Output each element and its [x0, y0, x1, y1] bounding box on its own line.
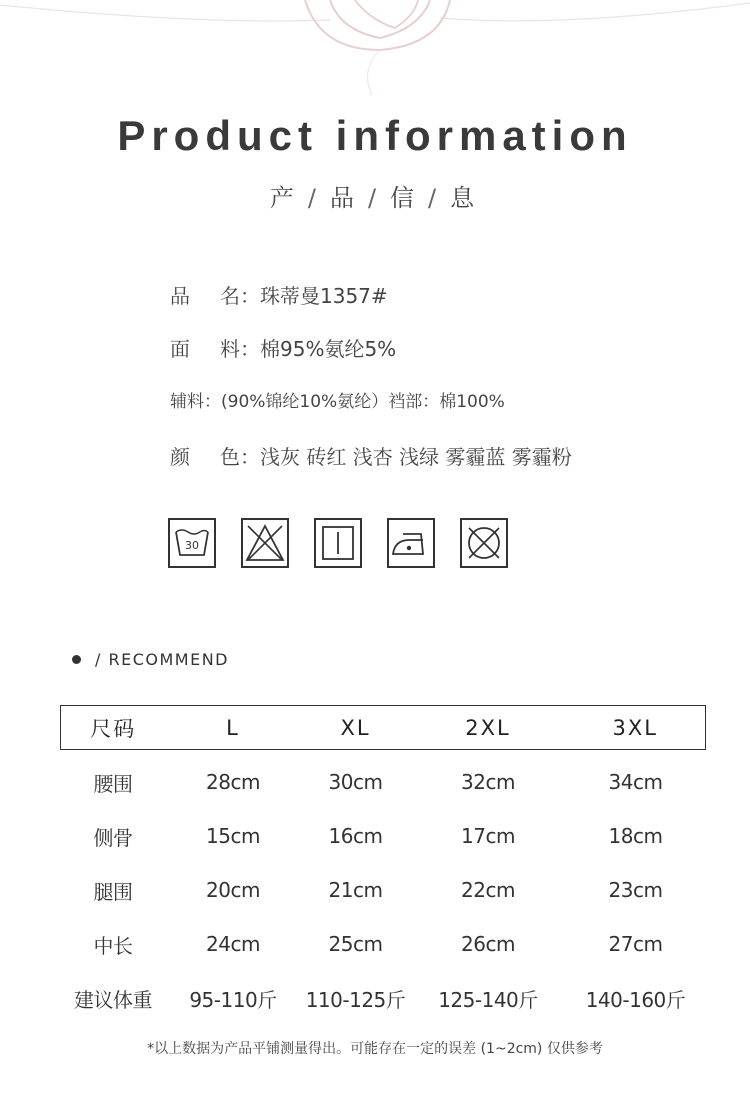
table-cell: 16cm [328, 824, 383, 848]
header-cell: L [226, 715, 240, 740]
subtitle-separator: / [367, 184, 383, 212]
info-label: 面 料： [170, 337, 260, 361]
row-label: 侧骨 [93, 825, 133, 850]
bullet-dot-icon [72, 655, 81, 664]
subtitle-char: 产 [269, 184, 300, 212]
table-cell: 28cm [206, 770, 260, 794]
table-cell: 125-140斤 [438, 987, 538, 1012]
table-cell: 30cm [328, 770, 383, 794]
care-icons [168, 518, 513, 572]
table-cell: 22cm [461, 878, 515, 902]
header-cell: 2XL [465, 715, 511, 740]
table-cell: 26cm [461, 932, 515, 956]
header-cell: 3XL [612, 715, 658, 740]
table-row [61, 750, 706, 810]
page-subtitle [0, 178, 750, 213]
info-value: 浅灰 砖红 浅杏 浅绿 雾霾蓝 雾霾粉 [260, 445, 572, 469]
measurement-note: *以上数据为产品平铺测量得出。可能存在一定的误差 (1~2cm) 仅供参考 [147, 1041, 603, 1057]
table-cell: 34cm [608, 770, 663, 794]
wash-30-icon [168, 518, 216, 568]
info-value: 棉95%氨纶5% [260, 337, 397, 361]
row-label: 腿围 [93, 879, 133, 904]
table-cell: 15cm [206, 824, 260, 848]
table-cell: 32cm [461, 770, 515, 794]
subtitle-char: 品 [329, 184, 360, 212]
subtitle-separator: / [307, 184, 322, 212]
info-label: 颜 色： [170, 445, 260, 469]
table-cell: 17cm [461, 824, 515, 848]
table-cell: 27cm [608, 932, 663, 956]
iron-low-icon [387, 518, 435, 568]
recommend-label: / RECOMMEND [95, 650, 229, 669]
table-cell: 24cm [206, 932, 260, 956]
header-cell: 尺码 [90, 716, 137, 741]
subtitle-char: 息 [450, 184, 481, 212]
table-row [61, 863, 706, 917]
info-accessory: 辅料：(90%锦纶10%氨纶）裆部：棉100% [170, 392, 505, 412]
row-label: 腰围 [93, 771, 133, 796]
table-cell: 25cm [328, 932, 383, 956]
table-cell: 110-125斤 [305, 987, 406, 1012]
table-cell: 20cm [206, 878, 260, 902]
info-fabric [170, 333, 396, 362]
subtitle-separator: / [428, 184, 443, 212]
recommend-heading [72, 650, 229, 669]
wash-temp-label: 30 [185, 539, 199, 552]
header-cell: XL [340, 715, 371, 740]
size-table [60, 705, 705, 1025]
info-label: 品 名： [170, 284, 260, 308]
table-row [61, 971, 706, 1025]
table-row [61, 809, 706, 863]
table-cell: 18cm [608, 824, 663, 848]
size-table-header [61, 706, 706, 750]
table-cell: 21cm [328, 878, 383, 902]
no-dry-clean-icon [460, 518, 508, 568]
no-bleach-icon [241, 518, 289, 568]
decorative-flower-graphic [0, 0, 750, 110]
info-value: 珠蒂曼1357# [260, 284, 388, 308]
table-cell: 95-110斤 [189, 987, 277, 1012]
subtitle-char: 信 [390, 184, 421, 212]
page-title: Product information [117, 112, 633, 159]
info-color [170, 441, 572, 470]
row-label: 中长 [93, 933, 133, 958]
table-cell: 23cm [608, 878, 663, 902]
table-row [61, 917, 706, 971]
line-dry-icon [314, 518, 362, 568]
info-product-name [170, 280, 388, 309]
table-cell: 140-160斤 [585, 987, 686, 1012]
row-label: 建议体重 [74, 987, 152, 1012]
